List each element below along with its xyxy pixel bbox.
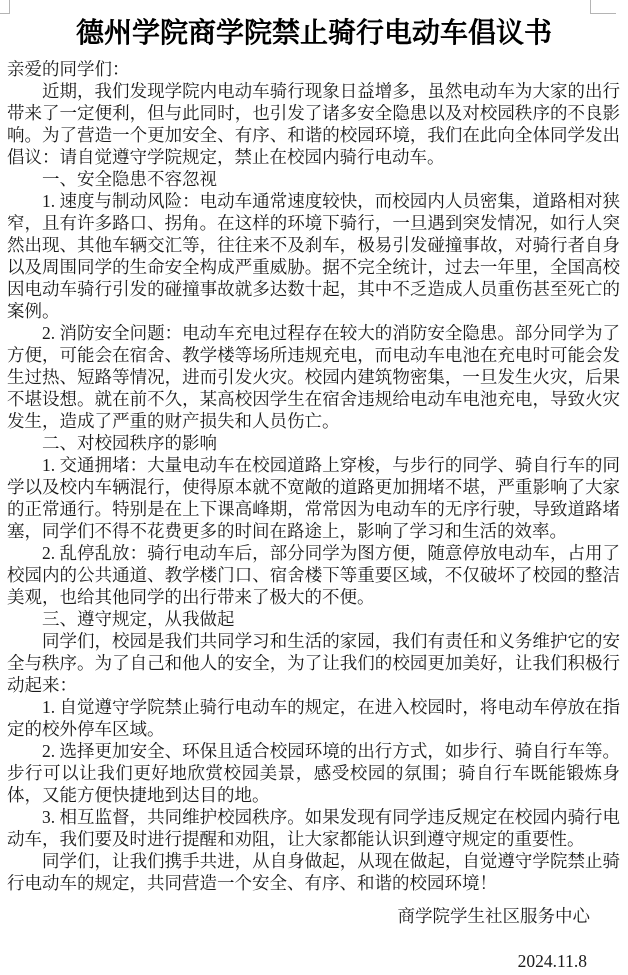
section-heading-2: 二、对校园秩序的影响 — [42, 433, 217, 453]
date: 2024.11.8 — [517, 951, 587, 971]
paragraph-section3-item3: 3. 相互监督，共同维护校园秩序。如果发现有同学违反规定在校园内骑行电动车，我们要及时进行提醒和劝阻，让大家都能认识到遵守规定的重要性。 — [7, 807, 620, 849]
paragraph-section3-item2: 2. 选择更加安全、环保且适合校园环境的出行方式，如步行、骑自行车等。步行可以让我们更好地欣赏校园美景，感受校园的氛围；骑自行车既能锻炼身体，又能方便快捷地到达目的地。 — [7, 741, 620, 805]
paragraph-closing: 同学们，让我们携手共进，从自身做起，从现在做起，自觉遵守学院禁止骑行电动车的规定，共同营造一个安全、有序、和谐的校园环境！ — [7, 851, 620, 893]
document-body — [0, 58, 628, 894]
page-corner-mark-top-left — [0, 0, 10, 14]
paragraph-section3-intro: 同学们，校园是我们共同学习和生活的家园，我们有责任和义务维护它的安全与秩序。为了自己和他人的安全，为了让我们的校园更加美好，让我们积极行动起来： — [7, 631, 620, 695]
paragraph-section3-item1: 1. 自觉遵守学院禁止骑行电动车的规定，在进入校园时，将电动车停放在指定的校外停车区域。 — [7, 697, 620, 739]
paragraph-section2-item1: 1. 交通拥堵：大量电动车在校园道路上穿梭，与步行的同学、骑自行车的同学以及校内车辆混行，使得原本就不宽敞的道路更加拥堵不堪，严重影响了大家的正常通行。特别是在上下课高峰期，常常因为电动车的无序行驶，导致道路堵塞，同学们不得不花费更多的时间在路途上，影响了学习和生活的效率。 — [7, 455, 620, 541]
section-heading-1: 一、安全隐患不容忽视 — [42, 169, 217, 189]
paragraph-section2-item2: 2. 乱停乱放：骑行电动车后，部分同学为图方便，随意停放电动车，占用了校园内的公共通道、教学楼门口、宿舍楼下等重要区域，不仅破坏了校园的整洁美观，也给其他同学的出行带来了极大的不便。 — [7, 543, 620, 607]
page-corner-mark-top-right — [590, 0, 616, 14]
paragraph-intro: 近期，我们发现学院内电动车骑行现象日益增多，虽然电动车为大家的出行带来了一定便利，但与此同时，也引发了诸多安全隐患以及对校园秩序的不良影响。为了营造一个更加安全、有序、和谐的校园环境，我们在此向全体同学发出倡议：请自觉遵守学院规定，禁止在校园内骑行电动车。 — [7, 81, 620, 167]
signature: 商学院学生社区服务中心 — [397, 906, 590, 926]
salutation: 亲爱的同学们： — [7, 59, 130, 79]
section-heading-3: 三、遵守规定，从我做起 — [42, 609, 235, 629]
paragraph-section1-item2: 2. 消防安全问题：电动车充电过程存在较大的消防安全隐患。部分同学为了方便，可能会在宿舍、教学楼等场所违规充电，而电动车电池在充电时可能会发生过热、短路等情况，进而引发火灾。校园内建筑物密集，一旦发生火灾，后果不堪设想。就在前不久，某高校因学生在宿舍违规给电动车电池充电，导致火灾发生，造成了严重的财产损失和人员伤亡。 — [7, 323, 620, 431]
document-title: 德州学院商学院禁止骑行电动车倡议书 — [75, 18, 552, 49]
paragraph-section1-item1: 1. 速度与制动风险：电动车通常速度较快，而校园内人员密集，道路相对狭窄，且有许多路口、拐角。在这样的环境下骑行，一旦遇到突发情况，如行人突然出现、其他车辆交汇等，往往来不及刹车，极易引发碰撞事故，对骑行者自身以及周围同学的生命安全构成严重威胁。据不完全统计，过去一年里，全国高校因电动车骑行引发的碰撞事故就多达数十起，其中不乏造成人员重伤甚至死亡的案例。 — [7, 191, 620, 321]
